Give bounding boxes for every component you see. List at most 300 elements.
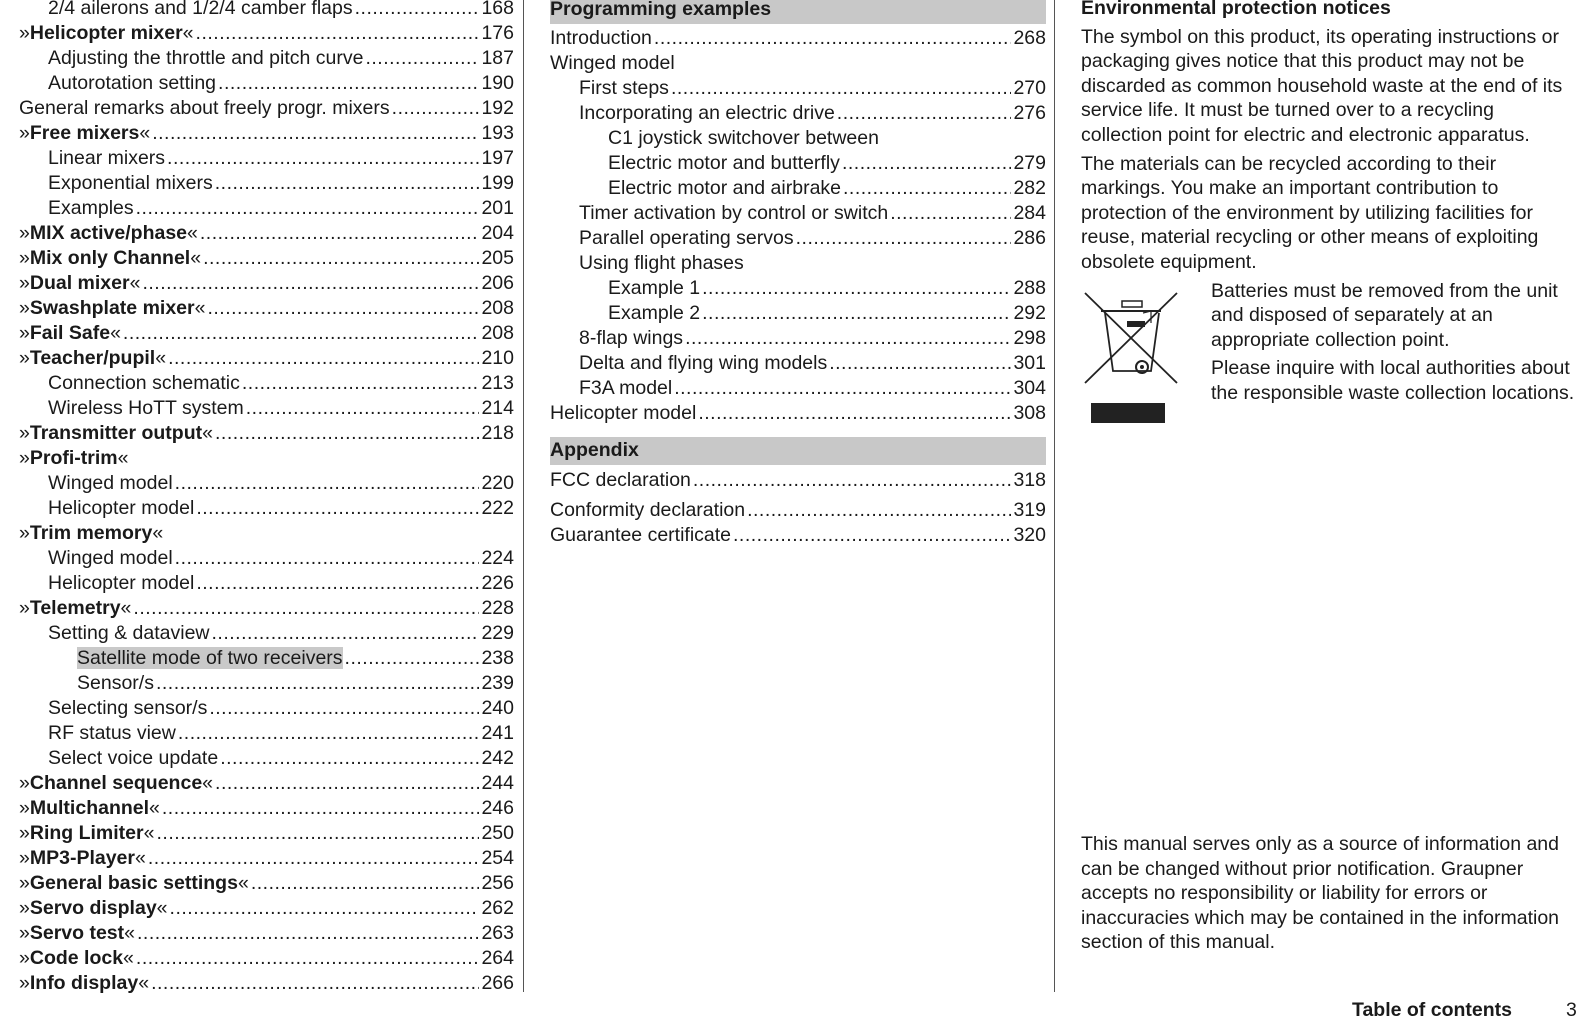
toc-entry-title: [19, 596, 131, 621]
toc-entry-title: [579, 326, 683, 351]
title-text: Linear mixers: [48, 147, 166, 169]
menu-name: Multichannel: [29, 797, 150, 819]
title-text: Example 1: [608, 277, 701, 299]
toc-entry[interactable]: [19, 0, 514, 21]
title-text: Select voice update: [48, 747, 219, 769]
environment-paragraph-4: Please inquire with local authorities about the responsible waste collection locations.: [1211, 357, 1575, 404]
toc-entry-title: [48, 396, 244, 421]
toc-entry-title: [579, 226, 794, 251]
quote-open: »: [19, 522, 30, 544]
toc-page-number: 318: [1013, 469, 1046, 491]
environment-paragraph-2: The materials can be recycled according to their markings. You make an important contribution to protection of the environment by utilizing facilities for reuse, material recycling or other means of exploiting obsolete equipment.: [1081, 152, 1539, 273]
quote-open: »: [19, 872, 30, 894]
quote-open: »: [19, 797, 30, 819]
toc-entry-title: [550, 26, 652, 51]
toc-entry[interactable]: [19, 96, 514, 121]
toc-page-number: 220: [481, 472, 514, 494]
dot-leader: [837, 101, 1012, 126]
toc-entry-title: [608, 151, 840, 176]
toc-entry[interactable]: [19, 571, 514, 596]
toc-entry-title: [19, 221, 198, 246]
menu-name: Servo display: [29, 897, 157, 919]
title-text: RF status view: [48, 722, 176, 744]
quote-open: »: [19, 272, 30, 294]
toc-entry[interactable]: [19, 846, 514, 871]
crossed-out-wheelie-bin-icon: [1081, 283, 1181, 423]
toc-page-number: 210: [481, 347, 514, 369]
toc-entry-title: [19, 346, 166, 371]
toc-entry[interactable]: [19, 446, 514, 471]
toc-entry[interactable]: [550, 326, 1046, 351]
toc-page-number: 254: [481, 847, 514, 869]
dot-leader: [685, 326, 1011, 351]
toc-page-number: 320: [1013, 524, 1046, 546]
toc-entry[interactable]: [550, 126, 1046, 151]
toc-column-2: [550, 0, 1046, 548]
dot-leader: [698, 401, 1011, 426]
toc-entry[interactable]: [19, 821, 514, 846]
toc-entry-title: [19, 446, 128, 471]
toc-page-number: 238: [481, 647, 514, 669]
highlighted-title: Satellite mode of two receivers: [77, 647, 343, 669]
menu-name: General basic settings: [29, 872, 238, 894]
quote-open: »: [19, 22, 30, 44]
toc-entry[interactable]: [550, 376, 1046, 401]
title-text: 8-flap wings: [579, 327, 684, 349]
menu-name: Helicopter mixer: [29, 22, 183, 44]
toc-entry[interactable]: [19, 721, 514, 746]
title-text: Helicopter model: [48, 497, 195, 519]
column-divider-2: [1054, 0, 1055, 992]
menu-name: Channel sequence: [29, 772, 203, 794]
toc-page-number: 193: [481, 122, 514, 144]
title-text: Conformity declaration: [550, 499, 746, 521]
toc-page-number: 201: [481, 197, 514, 219]
toc-entry-title: [579, 251, 744, 276]
quote-close: «: [156, 897, 168, 919]
toc-page-number: 286: [1013, 227, 1046, 249]
dot-leader: [702, 276, 1011, 301]
toc-page-number: 246: [481, 797, 514, 819]
title-text: Winged model: [550, 52, 675, 74]
toc-page-number: 214: [481, 397, 514, 419]
toc-entry[interactable]: [19, 746, 514, 771]
toc-entry[interactable]: [19, 146, 514, 171]
dot-leader: [137, 921, 479, 946]
dot-leader: [133, 596, 479, 621]
toc-page-number: 256: [481, 872, 514, 894]
toc-page-number: 276: [1013, 102, 1046, 124]
toc-page-number: 301: [1013, 352, 1046, 374]
dot-leader: [733, 523, 1011, 548]
toc-entry-title: [608, 276, 700, 301]
toc-entry-title: [550, 51, 675, 76]
quote-close: «: [123, 947, 134, 969]
toc-page-number: 168: [481, 0, 514, 19]
menu-name: Telemetry: [29, 597, 121, 619]
toc-entry-title: [19, 21, 194, 46]
section-heading-programming-examples: Programming examples: [550, 0, 1046, 24]
battery-disposal-block: [1081, 279, 1578, 425]
toc-entry[interactable]: [19, 596, 514, 621]
toc-entry[interactable]: [550, 468, 1046, 493]
toc-entry[interactable]: [550, 201, 1046, 226]
title-text: Parallel operating servos: [579, 227, 794, 249]
toc-entry[interactable]: [19, 46, 514, 71]
toc-entry-title: [48, 196, 134, 221]
quote-open: »: [19, 897, 30, 919]
toc-entry[interactable]: [550, 351, 1046, 376]
toc-entry-title: [19, 121, 150, 146]
toc-entry[interactable]: [19, 421, 514, 446]
title-text: Using flight phases: [579, 252, 744, 274]
battery-disposal-text: [1211, 279, 1581, 410]
dot-leader: [215, 421, 479, 446]
toc-entry-title: [19, 821, 154, 846]
quote-close: «: [120, 597, 132, 619]
toc-page-number: 224: [481, 547, 514, 569]
quote-open: »: [19, 422, 30, 444]
toc-entry[interactable]: [550, 301, 1046, 326]
toc-page-number: 222: [481, 497, 514, 519]
dot-leader: [168, 346, 479, 371]
quote-close: «: [237, 872, 249, 894]
dot-leader: [207, 296, 479, 321]
toc-entry[interactable]: [19, 496, 514, 521]
title-text: C1 joystick switchover between: [608, 127, 879, 149]
toc-entry-title: [48, 46, 363, 71]
dot-leader: [890, 201, 1011, 226]
toc-entry[interactable]: [550, 276, 1046, 301]
toc-entry-title: [19, 246, 201, 271]
menu-name: Info display: [29, 972, 139, 994]
dot-leader: [148, 846, 480, 871]
toc-entry[interactable]: [19, 621, 514, 646]
dot-leader: [156, 821, 479, 846]
toc-entry-title: [48, 721, 176, 746]
toc-page-number: 270: [1013, 77, 1046, 99]
toc-entry[interactable]: [550, 176, 1046, 201]
quote-close: «: [187, 222, 198, 244]
title-text: Helicopter model: [48, 572, 195, 594]
dot-leader: [345, 646, 480, 671]
dot-leader: [170, 896, 480, 921]
title-text: General remarks about freely progr. mixers: [19, 97, 390, 119]
quote-open: »: [19, 772, 30, 794]
menu-name: Swashplate mixer: [29, 297, 195, 319]
quote-close: «: [182, 22, 194, 44]
toc-page-number: 226: [481, 572, 514, 594]
toc-entry[interactable]: [550, 26, 1046, 51]
toc-page-number: 187: [481, 47, 514, 69]
toc-entry-title: [19, 321, 121, 346]
title-text: Examples: [48, 197, 134, 219]
toc-page-number: 242: [481, 747, 514, 769]
title-text: 2/4 ailerons and 1/2/4 camber flaps: [48, 0, 353, 19]
toc-entry[interactable]: [19, 771, 514, 796]
dot-leader: [200, 221, 480, 246]
toc-entry[interactable]: [550, 151, 1046, 176]
toc-entry-title: [550, 498, 745, 523]
dot-leader: [196, 571, 479, 596]
toc-entry[interactable]: [550, 226, 1046, 251]
toc-page-number: 206: [481, 272, 514, 294]
menu-name: Dual mixer: [29, 272, 130, 294]
quote-close: «: [155, 347, 167, 369]
toc-entry[interactable]: [19, 971, 514, 996]
title-text: Exponential mixers: [48, 172, 213, 194]
toc-entry[interactable]: [19, 471, 514, 496]
toc-entry[interactable]: [19, 346, 514, 371]
menu-name: Ring Limiter: [29, 822, 144, 844]
toc-entry[interactable]: [550, 251, 1046, 276]
toc-entry[interactable]: [19, 171, 514, 196]
toc-page-number: 262: [481, 897, 514, 919]
title-text: Guarantee certificate: [550, 524, 732, 546]
toc-entry[interactable]: [550, 401, 1046, 426]
dot-leader: [218, 71, 479, 96]
title-text: Connection schematic: [48, 372, 240, 394]
toc-entry-title: [579, 101, 835, 126]
toc-entry[interactable]: [19, 696, 514, 721]
quote-open: »: [19, 322, 30, 344]
title-text: Electric motor and butterfly: [608, 152, 840, 174]
dot-leader: [829, 351, 1011, 376]
toc-entry-title: [48, 371, 240, 396]
quote-close: «: [152, 522, 164, 544]
toc-entry[interactable]: [19, 121, 514, 146]
toc-entry-title: [19, 896, 168, 921]
quote-open: »: [19, 222, 30, 244]
toc-entry-title: [550, 468, 691, 493]
toc-page-number: 263: [481, 922, 514, 944]
dot-leader: [156, 671, 480, 696]
dot-leader: [123, 321, 480, 346]
title-text: Adjusting the throttle and pitch curve: [48, 47, 364, 69]
toc-entry-title: [77, 671, 154, 696]
toc-list-appendix-2: [550, 498, 1046, 548]
toc-entry[interactable]: [19, 196, 514, 221]
dot-leader: [843, 176, 1011, 201]
toc-entry[interactable]: [19, 271, 514, 296]
title-text: Sensor/s: [77, 672, 154, 694]
toc-page-number: 205: [481, 247, 514, 269]
dot-leader: [142, 271, 479, 296]
title-text: Autorotation setting: [48, 72, 217, 94]
quote-open: »: [19, 447, 30, 469]
dot-leader: [654, 26, 1012, 51]
toc-page-number: 282: [1013, 177, 1046, 199]
quote-close: «: [135, 847, 146, 869]
quote-close: «: [190, 247, 202, 269]
toc-entry-title: [19, 796, 160, 821]
toc-entry[interactable]: [550, 498, 1046, 523]
column-divider-1: [523, 0, 524, 992]
menu-name: Trim memory: [29, 522, 153, 544]
toc-page-number: 208: [481, 322, 514, 344]
toc-entry-title: [550, 523, 731, 548]
toc-entry-title: [48, 696, 207, 721]
toc-entry-title: [19, 946, 134, 971]
dot-leader: [203, 246, 479, 271]
toc-entry[interactable]: [19, 946, 514, 971]
dot-leader: [151, 971, 479, 996]
dot-leader: [209, 696, 479, 721]
toc-entry-title: [48, 746, 218, 771]
environment-paragraph-3: Batteries must be removed from the unit and disposed of separately at an appropriate collection point.: [1211, 279, 1558, 351]
toc-entry-title: [48, 471, 173, 496]
toc-page-number: 192: [481, 97, 514, 119]
toc-page-number: 218: [481, 422, 514, 444]
dot-leader: [693, 468, 1012, 493]
title-text: FCC declaration: [550, 469, 691, 491]
toc-entry[interactable]: [550, 51, 1046, 76]
toc-entry[interactable]: [19, 921, 514, 946]
toc-page-number: 268: [1013, 27, 1046, 49]
toc-entry-title: [48, 0, 353, 21]
toc-entry[interactable]: [19, 396, 514, 421]
title-text: Example 2: [608, 302, 701, 324]
dot-leader: [196, 496, 479, 521]
dot-leader: [175, 546, 480, 571]
toc-entry[interactable]: [19, 71, 514, 96]
dot-leader: [215, 771, 479, 796]
toc-page-number: 190: [481, 72, 514, 94]
quote-close: «: [117, 447, 129, 469]
toc-page-number: 229: [481, 622, 514, 644]
quote-open: »: [19, 347, 30, 369]
toc-page-number: 279: [1013, 152, 1046, 174]
toc-entry-title: [48, 71, 216, 96]
dot-leader: [355, 0, 480, 21]
toc-entry[interactable]: [19, 246, 514, 271]
toc-entry[interactable]: [19, 671, 514, 696]
quote-close: «: [129, 272, 141, 294]
manual-disclaimer: This manual serves only as a source of information and can be changed without prior notification. Graupner accepts no responsibility or liability for errors or inaccuracies which may be contained in the information section of this manual.: [1081, 833, 1560, 954]
toc-entry-title: [48, 571, 194, 596]
quote-close: «: [143, 822, 155, 844]
toc-entry[interactable]: [550, 101, 1046, 126]
toc-entry-title: [608, 176, 841, 201]
toc-entry[interactable]: [19, 321, 514, 346]
quote-open: »: [19, 297, 30, 319]
toc-page-number: 308: [1013, 402, 1046, 424]
quote-close: «: [124, 922, 136, 944]
quote-open: »: [19, 247, 30, 269]
title-text: F3A model: [579, 377, 673, 399]
dot-leader: [251, 871, 480, 896]
toc-entry[interactable]: [19, 21, 514, 46]
toc-entry-title: [19, 521, 163, 546]
toc-entry[interactable]: [550, 76, 1046, 101]
title-text: Winged model: [48, 472, 173, 494]
toc-entry-title: [19, 921, 135, 946]
environment-heading: Environmental protection notices: [1081, 0, 1391, 19]
toc-list-appendix: [550, 468, 1046, 493]
toc-entry-title: [48, 621, 210, 646]
toc-list-programming-examples: [550, 26, 1046, 426]
title-text: Setting & dataview: [48, 622, 210, 644]
toc-entry[interactable]: [19, 546, 514, 571]
dot-leader: [215, 171, 480, 196]
title-text: Incorporating an electric drive: [579, 102, 835, 124]
menu-name: Free mixers: [29, 122, 140, 144]
toc-page-number: 204: [481, 222, 514, 244]
toc-entry[interactable]: [19, 296, 514, 321]
toc-entry[interactable]: [19, 796, 514, 821]
dot-leader: [167, 146, 479, 171]
menu-name: Transmitter output: [29, 422, 203, 444]
environment-notice-column: [1081, 0, 1578, 425]
toc-page-number: 199: [481, 172, 514, 194]
menu-name: Fail Safe: [29, 322, 111, 344]
menu-name: Profi-trim: [29, 447, 118, 469]
footer-section-label: Table of contents: [1352, 999, 1512, 1021]
menu-name: Code lock: [29, 947, 124, 969]
environment-paragraph-1: The symbol on this product, its operating instructions or packaging gives notice that this product may not be discarded as common household waste at the end of its service life. It must be turned over to a recycling collection point for electric and electronic apparatus.: [1081, 25, 1563, 146]
toc-entry[interactable]: [19, 221, 514, 246]
toc-entry-title: [550, 401, 696, 426]
toc-entry-title: [19, 421, 213, 446]
toc-entry-title: [48, 171, 213, 196]
dot-leader: [842, 151, 1012, 176]
toc-entry-title: [579, 201, 888, 226]
toc-entry-title: [579, 376, 672, 401]
toc-page-number: 240: [481, 697, 514, 719]
toc-entry-title: [77, 646, 343, 671]
quote-close: «: [139, 122, 151, 144]
toc-page-number: 284: [1013, 202, 1046, 224]
quote-open: »: [19, 922, 30, 944]
toc-page-number: 244: [481, 772, 514, 794]
menu-name: Servo test: [29, 922, 125, 944]
toc-entry[interactable]: [19, 371, 514, 396]
toc-entry-title: [48, 496, 194, 521]
toc-page-number: 292: [1013, 302, 1046, 324]
toc-page-number: 197: [481, 147, 514, 169]
toc-entry[interactable]: [19, 646, 514, 671]
page-number: 3: [1566, 999, 1577, 1021]
toc-entry[interactable]: [19, 896, 514, 921]
toc-page-number: 213: [481, 372, 514, 394]
dot-leader: [152, 121, 479, 146]
toc-entry-title: [19, 271, 140, 296]
section-heading-appendix: Appendix: [550, 437, 1046, 465]
toc-entry[interactable]: [550, 523, 1046, 548]
dot-leader: [392, 96, 480, 121]
title-text: Electric motor and airbrake: [608, 177, 842, 199]
toc-entry[interactable]: [19, 521, 514, 546]
toc-entry-title: [19, 296, 205, 321]
title-text: Wireless HoTT system: [48, 397, 244, 419]
title-text: Timer activation by control or switch: [579, 202, 889, 224]
dot-leader: [674, 376, 1011, 401]
toc-entry[interactable]: [19, 871, 514, 896]
toc-page-number: 250: [481, 822, 514, 844]
menu-name: MIX active/phase: [29, 222, 188, 244]
toc-entry-title: [19, 871, 249, 896]
dot-leader: [246, 396, 480, 421]
toc-page-number: 288: [1013, 277, 1046, 299]
toc-page-number: 239: [481, 672, 514, 694]
dot-leader: [136, 196, 480, 221]
dot-leader: [212, 621, 480, 646]
dot-leader: [196, 21, 480, 46]
toc-page-number: 264: [481, 947, 514, 969]
toc-entry-title: [48, 146, 165, 171]
toc-entry-title: [19, 846, 146, 871]
toc-entry-title: [19, 971, 149, 996]
